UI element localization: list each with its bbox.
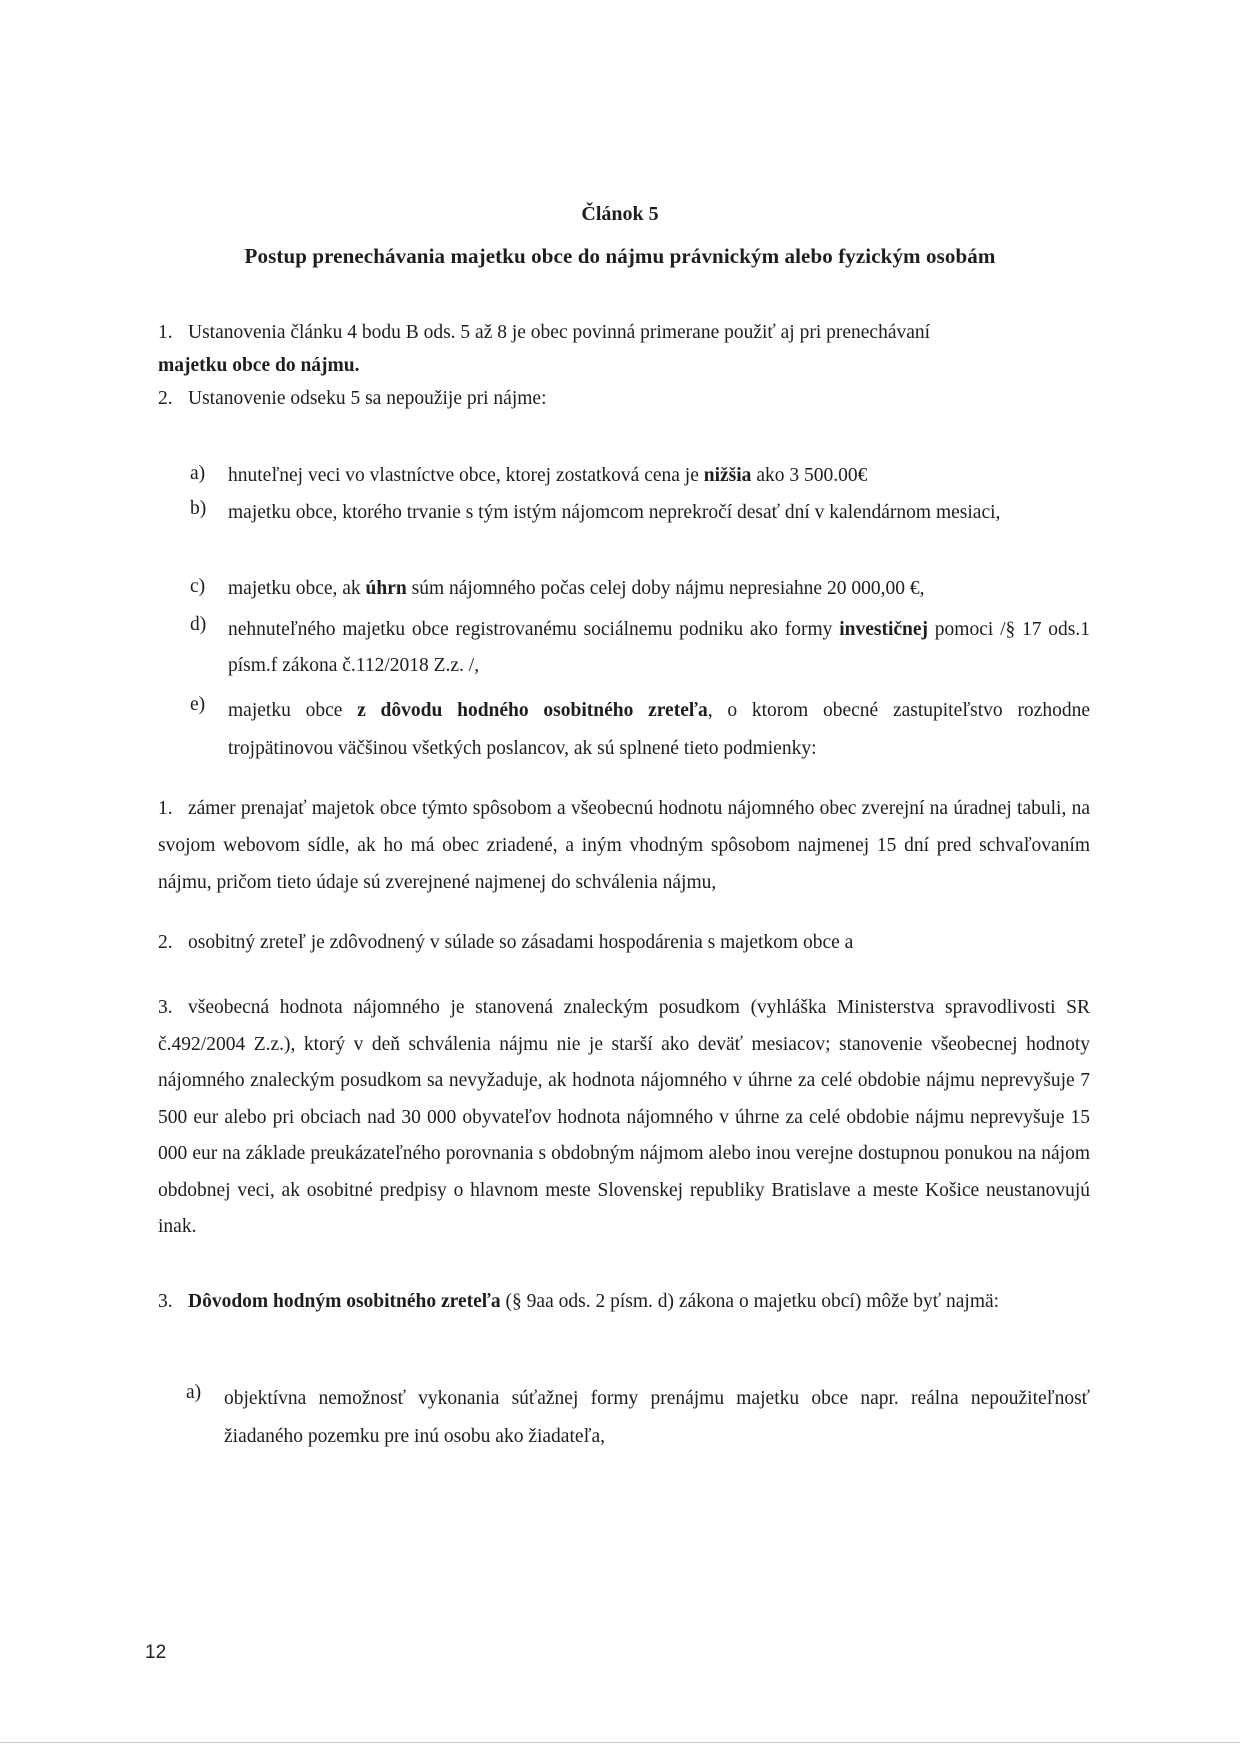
item-3a-text: objektívna nemožnosť vykonania súťažnej formy prenájmu majetku obce napr. reálna nepoužiteľnosť žiadaného pozemku pre inú osobu ako žiadateľa, <box>224 1388 1090 1447</box>
item-e-label: e) <box>190 694 206 715</box>
item-b-label: b) <box>190 498 207 519</box>
article-title: Postup prenechávania majetku obce do nájmu právnickým alebo fyzickým osobám <box>244 244 996 268</box>
item-a-text: hnuteľnej veci vo vlastníctve obce, ktorej zostatková cena je nižšia ako 3 500.00€ <box>228 465 868 486</box>
article-number: Článok 5 <box>581 203 659 225</box>
paragraph-3: 3. Dôvodom hodným osobitného zreteľa (§ 9aa ods. 2 písm. d) zákona o majetku obcí) môže byť najmä: <box>158 1291 1000 1312</box>
item-d-label: d) <box>190 614 207 635</box>
item-b-text: majetku obce, ktorého trvanie s tým istým nájomcom neprekročí desať dní v kalendárnom mesiaci, <box>228 502 1001 523</box>
item-a-label: a) <box>190 463 206 484</box>
condition-3: 3. všeobecná hodnota nájomného je stanovená znaleckým posudkom (vyhláška Ministerstva spravodlivosti SR č.492/2004 Z.z.), ktorý v deň schválenia nájmu nie je starší ako deväť mesiacov; stanovenie všeobecnej hodnoty nájomného znaleckým posudkom sa nevyžaduje, ak hodnota nájomného v úhrne za celé obdobie nájmu neprevyšuje 7 500 eur alebo pri obciach nad 30 000 obyvateľov hodnota nájomného v úhrne za celé obdobie nájmu neprevyšuje 15 000 eur na základe preukázateľného porovnania s obdobným nájmom alebo inou verejne dostupnou ponukou na nájom obdobnej veci, ak osobitné predpisy o hlavnom meste Slovenskej republiky Bratislave a meste Košice neustanovujú inak. <box>158 997 1090 1237</box>
scan-edge-line <box>0 1742 1240 1743</box>
paragraph-2: 2. Ustanovenie odseku 5 sa nepoužije pri nájme: <box>158 388 547 409</box>
condition-2: 2. osobitný zreteľ je zdôvodnený v súlade so zásadami hospodárenia s majetkom obce a <box>158 932 854 953</box>
item-c-label: c) <box>190 576 206 597</box>
item-e-text: majetku obce z dôvodu hodného osobitného zreteľa, o ktorom obecné zastupiteľstvo rozhodne trojpätinovou väčšinou všetkých poslancov, ak sú splnené tieto podmienky: <box>228 700 1090 759</box>
paragraph-1: 1. Ustanovenia článku 4 bodu B ods. 5 až 8 je obec povinná primerane použiť aj pri prenechávaní <box>158 322 931 343</box>
paragraph-1-continued: majetku obce do nájmu. <box>158 355 360 376</box>
page-number: 12 <box>145 1642 167 1663</box>
condition-1: 1. zámer prenajať majetok obce týmto spôsobom a všeobecnú hodnotu nájomného obec zverejní na úradnej tabuli, na svojom webovom sídle, ak ho má obec zriadené, a iným vhodným spôsobom najmenej 15 dní pred schvaľovaním nájmu, pričom tieto údaje sú zverejnené najmenej do schválenia nájmu, <box>158 798 1090 893</box>
item-c-text: majetku obce, ak úhrn súm nájomného počas celej doby nájmu nepresiahne 20 000,00 €, <box>228 578 925 599</box>
item-d-text: nehnuteľného majetku obce registrovanému sociálnemu podniku ako formy investičnej pomoci /§ 17 ods.1 písm.f zákona č.112/2018 Z.z. /, <box>228 619 1090 676</box>
item-3a-label: a) <box>186 1382 202 1403</box>
